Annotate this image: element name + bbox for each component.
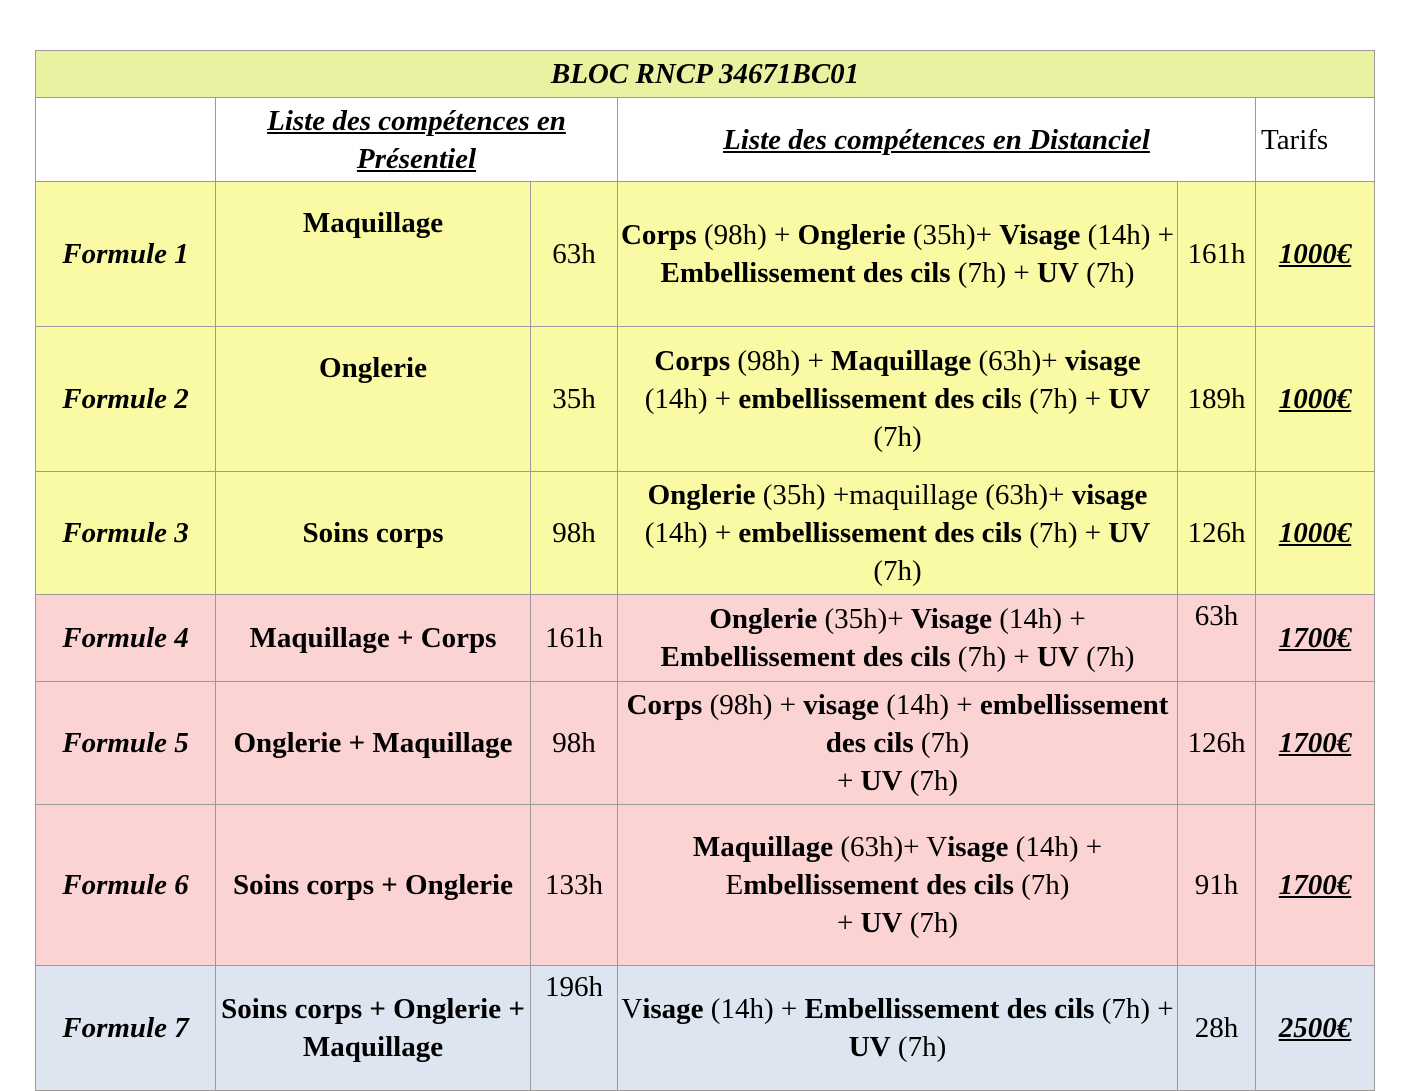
- distanciel-skills: Corps (98h) + visage (14h) + embellissement des cils (7h) + UV (7h): [618, 682, 1178, 805]
- distanciel-skills: Maquillage (63h)+ Visage (14h) + Embellissement des cils (7h) + UV (7h): [618, 805, 1178, 966]
- distanciel-hours: 126h: [1178, 682, 1256, 805]
- presentiel-hours: 196h: [531, 966, 618, 1091]
- distanciel-skills: Onglerie (35h) +maquillage (63h)+ visage (14h) + embellissement des cils (7h) + UV (7h): [618, 472, 1178, 595]
- table-row: [36, 682, 1375, 805]
- table-row: [36, 966, 1375, 1091]
- presentiel-hours: 161h: [531, 595, 618, 682]
- presentiel-hours: 63h: [531, 182, 618, 327]
- formule-label: Formule 2: [36, 327, 216, 472]
- presentiel-skill: Onglerie: [216, 327, 531, 472]
- formules-table: [35, 50, 1375, 1091]
- presentiel-skill: Soins corps + Onglerie + Maquillage: [216, 966, 531, 1091]
- presentiel-skill: Soins corps: [216, 472, 531, 595]
- formule-label: Formule 1: [36, 182, 216, 327]
- tarif-price: 1700€: [1256, 595, 1375, 682]
- presentiel-hours: 98h: [531, 682, 618, 805]
- table-title: BLOC RNCP 34671BC01: [36, 51, 1375, 98]
- table-row: [36, 182, 1375, 327]
- header-presentiel: Liste des compétences en Présentiel: [216, 98, 618, 182]
- presentiel-hours: 133h: [531, 805, 618, 966]
- formule-label: Formule 6: [36, 805, 216, 966]
- formule-label: Formule 3: [36, 472, 216, 595]
- presentiel-hours: 35h: [531, 327, 618, 472]
- distanciel-hours: 161h: [1178, 182, 1256, 327]
- presentiel-skill: Onglerie + Maquillage: [216, 682, 531, 805]
- tarif-price: 2500€: [1256, 966, 1375, 1091]
- distanciel-hours: 91h: [1178, 805, 1256, 966]
- presentiel-skill: Maquillage: [216, 182, 531, 327]
- presentiel-skill: Maquillage + Corps: [216, 595, 531, 682]
- presentiel-skill: Soins corps + Onglerie: [216, 805, 531, 966]
- distanciel-hours: 126h: [1178, 472, 1256, 595]
- tarif-price: 1000€: [1256, 182, 1375, 327]
- table-row: [36, 595, 1375, 682]
- table-row: [36, 327, 1375, 472]
- header-empty-cell: [36, 98, 216, 182]
- distanciel-hours: 189h: [1178, 327, 1256, 472]
- distanciel-skills: Visage (14h) + Embellissement des cils (7h) + UV (7h): [618, 966, 1178, 1091]
- tarif-price: 1000€: [1256, 327, 1375, 472]
- header-tarifs: Tarifs: [1256, 98, 1375, 182]
- tarif-price: 1700€: [1256, 805, 1375, 966]
- table-row: [36, 472, 1375, 595]
- formule-label: Formule 5: [36, 682, 216, 805]
- formule-label: Formule 4: [36, 595, 216, 682]
- presentiel-hours: 98h: [531, 472, 618, 595]
- distanciel-hours: 28h: [1178, 966, 1256, 1091]
- formule-label: Formule 7: [36, 966, 216, 1091]
- tarif-price: 1000€: [1256, 472, 1375, 595]
- distanciel-hours: 63h: [1178, 595, 1256, 682]
- table-row: [36, 805, 1375, 966]
- tarif-price: 1700€: [1256, 682, 1375, 805]
- distanciel-skills: Corps (98h) + Onglerie (35h)+ Visage (14h) + Embellissement des cils (7h) + UV (7h): [618, 182, 1178, 327]
- header-distanciel: Liste des compétences en Distanciel: [618, 98, 1256, 182]
- distanciel-skills: Corps (98h) + Maquillage (63h)+ visage (14h) + embellissement des cils (7h) + UV (7h): [618, 327, 1178, 472]
- distanciel-skills: Onglerie (35h)+ Visage (14h) + Embellissement des cils (7h) + UV (7h): [618, 595, 1178, 682]
